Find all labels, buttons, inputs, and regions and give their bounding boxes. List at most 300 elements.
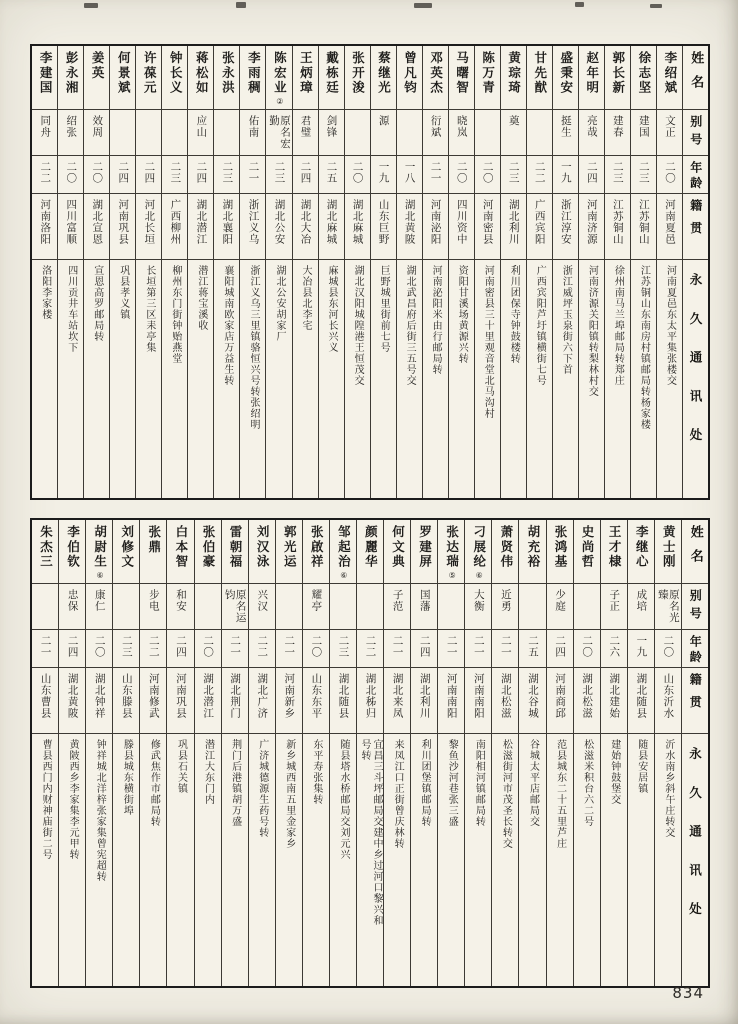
entry-column: [464, 520, 491, 986]
origin-cell: [423, 194, 448, 260]
address-text: 谷城太平店邮局交: [527, 739, 539, 827]
name-wrap: [375, 51, 392, 97]
name-wrap: [166, 51, 183, 97]
age-cell: [276, 630, 302, 668]
name-cell: [319, 46, 344, 110]
row-label-address: 永久通讯处: [688, 273, 704, 467]
alias-cell: [303, 584, 329, 630]
age-cell: [553, 156, 578, 194]
entry-column: [57, 46, 83, 498]
person-name: 陈宏业: [272, 51, 288, 96]
name-wrap: [192, 51, 209, 97]
name-cell: [357, 520, 383, 584]
address-cell: [519, 734, 545, 986]
origin-text: 山东巨野: [377, 199, 390, 245]
age-text: 二二: [533, 161, 546, 184]
origin-cell: [136, 194, 161, 260]
age-cell: [605, 156, 630, 194]
age-text: 二〇: [310, 635, 323, 658]
entry-column: [166, 520, 193, 986]
age-cell: [628, 630, 654, 668]
address-text: 潜江大东门内: [202, 739, 214, 805]
origin-cell: [249, 668, 275, 734]
alias-text: 挺生: [559, 115, 572, 138]
origin-cell: [110, 194, 135, 260]
entry-column: [58, 520, 85, 986]
entry-column: [491, 520, 518, 986]
origin-text: 湖北利川: [418, 673, 431, 719]
age-cell: [411, 630, 437, 668]
origin-cell: [574, 668, 600, 734]
origin-cell: [222, 668, 248, 734]
name-cell: [32, 520, 58, 584]
alias-cell: [86, 584, 112, 630]
person-name: 张永洪: [220, 51, 236, 96]
origin-cell: [214, 194, 239, 260]
alias-text: 原名运钧: [223, 589, 247, 624]
person-name: 戴栋廷: [324, 51, 340, 96]
name-wrap: [401, 51, 418, 97]
name-cell: [330, 520, 356, 584]
address-cell: [59, 734, 85, 986]
person-name: 朱杰三: [38, 525, 54, 570]
address-cell: [167, 734, 193, 986]
origin-text: 湖北荆门: [229, 673, 242, 719]
origin-cell: [465, 668, 491, 734]
age-text: 二〇: [202, 635, 215, 658]
person-name: 徐志坚: [636, 51, 652, 96]
address-cell: [293, 260, 318, 498]
address-text: 巩县石关镇: [175, 739, 187, 794]
age-cell: [357, 630, 383, 668]
entry-column: [578, 46, 604, 498]
scan-artifact: [575, 2, 584, 7]
address-cell: [162, 260, 187, 498]
address-text: 钟祥城北洋梓张家集曾宪超转: [94, 739, 106, 882]
age-text: 二五: [527, 635, 539, 658]
entry-column: [630, 46, 656, 498]
row-label-column: [681, 520, 708, 986]
person-name: 李建国: [38, 51, 54, 96]
name-wrap: [551, 525, 568, 571]
alias-cell: [553, 110, 578, 156]
entry-note: ⑥: [95, 571, 105, 581]
origin-text: 河南修武: [147, 673, 160, 719]
origin-cell: [527, 194, 552, 260]
address-text: 松滋米积台六二号: [581, 739, 593, 827]
origin-text: 广西柳州: [169, 199, 182, 245]
name-wrap: [140, 51, 157, 97]
age-text: 二一: [499, 635, 512, 658]
address-text: 巩县孝义镇: [117, 265, 129, 320]
entry-column: [248, 520, 275, 986]
person-name: 黄琮琦: [506, 51, 522, 96]
address-cell: [527, 260, 552, 498]
address-text: 四川贡井车站坎下: [65, 265, 77, 353]
address-cell: [657, 260, 682, 498]
age-cell: [214, 156, 239, 194]
alias-cell: [214, 110, 239, 156]
name-wrap: [531, 51, 548, 97]
entry-note: ②: [275, 97, 285, 107]
address-cell: [438, 734, 464, 986]
origin-cell: [579, 194, 604, 260]
age-cell: [58, 156, 83, 194]
row-label-cell: [683, 260, 708, 498]
origin-text: 河南商邱: [554, 673, 567, 719]
alias-cell: [657, 110, 682, 156]
entry-column: [552, 46, 578, 498]
row-label-name: 姓名: [687, 525, 703, 574]
person-name: 曾凡钧: [402, 51, 418, 96]
address-text: 河南济源关阳镇转梨林村交: [586, 265, 598, 397]
person-name: 李雨稠: [246, 51, 262, 96]
origin-cell: [276, 668, 302, 734]
alias-cell: [330, 584, 356, 630]
row-label-cell: [682, 734, 708, 986]
address-text: 东平寿张集转: [310, 739, 322, 805]
alias-text: 成培: [635, 589, 648, 612]
alias-text: 少庭: [554, 589, 567, 612]
origin-cell: [357, 668, 383, 734]
name-cell: [492, 520, 518, 584]
person-name: 何文典: [390, 525, 406, 570]
address-cell: [579, 260, 604, 498]
name-wrap: [323, 51, 340, 97]
origin-cell: [140, 668, 166, 734]
origin-text: 河南泌阳: [429, 199, 442, 245]
alias-cell: [655, 584, 681, 630]
person-name: 胡尉生: [92, 525, 108, 570]
entry-column: [302, 520, 329, 986]
person-name: 张啟祥: [309, 525, 325, 570]
alias-text: 奠: [507, 115, 520, 127]
entry-column: [32, 46, 57, 498]
alias-cell: [384, 584, 410, 630]
person-name: 张伯豪: [200, 525, 216, 570]
row-label-age: 年龄: [688, 635, 703, 667]
address-text: 利川团保寺钟鼓楼转: [508, 265, 520, 364]
address-cell: [449, 260, 474, 498]
name-cell: [195, 520, 221, 584]
alias-cell: [601, 584, 627, 630]
age-cell: [492, 630, 518, 668]
person-name: 王炳璋: [298, 51, 314, 96]
origin-text: 湖北大冶: [299, 199, 312, 245]
person-name: 彭永湘: [64, 51, 80, 96]
origin-text: 湖北黄陂: [66, 673, 79, 719]
name-wrap: [62, 51, 79, 97]
age-text: 一九: [559, 161, 572, 184]
alias-text: 子正: [608, 589, 621, 612]
entry-column: [187, 46, 213, 498]
age-text: 二一: [229, 635, 242, 658]
alias-cell: [222, 584, 248, 630]
name-cell: [240, 46, 265, 110]
address-text: 徐州南马兰埠邮局转郑庄: [612, 265, 624, 386]
address-cell: [113, 734, 139, 986]
name-cell: [465, 520, 491, 584]
alias-text: 耀亭: [310, 589, 323, 612]
alias-text: 兴汉: [256, 589, 269, 612]
age-cell: [136, 156, 161, 194]
address-cell: [475, 260, 500, 498]
origin-text: 湖北宣恩: [91, 199, 104, 245]
age-text: 二二: [39, 161, 52, 184]
address-text: 广西宾阳芦圩镇横街七号: [534, 265, 546, 386]
alias-text: 应山: [195, 115, 208, 138]
address-cell: [330, 734, 356, 986]
address-cell: [319, 260, 344, 498]
age-text: 一八: [403, 161, 416, 184]
address-text: 黎鱼沙河巷张三盛: [446, 739, 458, 827]
address-cell: [266, 260, 291, 498]
age-text: 二〇: [663, 161, 676, 184]
alias-text: 忠保: [66, 589, 79, 612]
origin-cell: [330, 668, 356, 734]
origin-text: 湖北钟祥: [93, 673, 106, 719]
origin-text: 山东滕县: [120, 673, 133, 719]
age-text: 二四: [585, 161, 598, 184]
name-wrap: [226, 525, 243, 571]
origin-text: 湖北谷城: [527, 673, 539, 719]
directory-table-top: [30, 44, 710, 500]
age-text: 二〇: [351, 161, 364, 184]
name-cell: [276, 520, 302, 584]
address-cell: [240, 260, 265, 498]
row-label-name: 姓名: [688, 51, 704, 100]
origin-text: 四川富顺: [65, 199, 78, 245]
scan-artifact: [84, 3, 98, 8]
alias-text: 同舟: [39, 115, 52, 138]
name-cell: [411, 520, 437, 584]
name-wrap: [453, 51, 470, 97]
row-label-cell: [682, 668, 708, 734]
name-cell: [113, 520, 139, 584]
age-cell: [631, 156, 656, 194]
alias-cell: [110, 110, 135, 156]
name-cell: [266, 46, 291, 110]
alias-cell: [574, 584, 600, 630]
name-wrap: [524, 525, 541, 571]
address-cell: [345, 260, 370, 498]
alias-cell: [58, 110, 83, 156]
address-text: 荆门后港镇胡万盛: [229, 739, 241, 827]
origin-text: 湖北广济: [256, 673, 269, 719]
address-cell: [86, 734, 112, 986]
age-cell: [188, 156, 213, 194]
entry-column: [604, 46, 630, 498]
age-cell: [657, 156, 682, 194]
age-cell: [601, 630, 627, 668]
entry-column: [329, 520, 356, 986]
entry-note: ⑥: [339, 571, 349, 581]
person-name: 陈万青: [480, 51, 496, 96]
address-text: 利川团堡镇邮局转: [419, 739, 431, 827]
alias-cell: [293, 110, 318, 156]
name-wrap: [362, 525, 379, 571]
age-cell: [319, 156, 344, 194]
name-wrap: [145, 525, 162, 557]
origin-cell: [657, 194, 682, 260]
entry-column: [213, 46, 239, 498]
address-text: 河南夏邑东太平集张楼交: [664, 265, 676, 386]
directory-table-bottom: [30, 518, 710, 988]
alias-text: 建国: [637, 115, 650, 138]
age-cell: [266, 156, 291, 194]
name-wrap: [497, 525, 514, 571]
entry-note: ⑤: [447, 571, 457, 581]
person-name: 邹起治: [336, 525, 352, 570]
age-text: 二一: [39, 635, 52, 658]
age-text: 二四: [174, 635, 187, 658]
name-cell: [475, 46, 500, 110]
address-cell: [631, 260, 656, 498]
entry-column: [518, 520, 545, 986]
origin-text: 湖北麻城: [351, 199, 364, 245]
origin-cell: [601, 668, 627, 734]
name-cell: [384, 520, 410, 584]
address-cell: [249, 734, 275, 986]
alias-cell: [32, 584, 58, 630]
name-wrap: [427, 51, 444, 97]
origin-cell: [553, 194, 578, 260]
alias-cell: [59, 584, 85, 630]
row-label-column: [682, 46, 708, 498]
scan-artifact: [236, 2, 246, 8]
age-cell: [330, 630, 356, 668]
origin-text: 湖北秭归: [364, 673, 377, 719]
name-cell: [397, 46, 422, 110]
alias-text: 国藩: [418, 589, 431, 612]
alias-cell: [357, 584, 383, 630]
alias-cell: [411, 584, 437, 630]
entry-column: [194, 520, 221, 986]
entry-column: [448, 46, 474, 498]
age-cell: [501, 156, 526, 194]
alias-cell: [397, 110, 422, 156]
origin-cell: [86, 668, 112, 734]
person-name: 刘修文: [119, 525, 135, 570]
origin-text: 河南巩县: [117, 199, 130, 245]
alias-text: 大衡: [472, 589, 485, 612]
name-cell: [628, 520, 654, 584]
entry-column: [396, 46, 422, 498]
row-label-cell: [683, 110, 708, 156]
age-cell: [345, 156, 370, 194]
age-text: 二〇: [662, 635, 675, 658]
origin-text: 江苏铜山: [611, 199, 624, 245]
person-name: 许葆元: [142, 51, 158, 96]
entry-column: [573, 520, 600, 986]
alias-cell: [84, 110, 109, 156]
age-cell: [384, 630, 410, 668]
age-text: 一九: [635, 635, 648, 658]
age-cell: [110, 156, 135, 194]
age-text: 二一: [445, 635, 458, 658]
origin-cell: [547, 668, 573, 734]
row-label-cell: [682, 630, 708, 668]
alias-cell: [249, 584, 275, 630]
age-text: 二三: [611, 161, 624, 184]
origin-text: 湖北襄阳: [221, 199, 234, 245]
age-cell: [195, 630, 221, 668]
alias-cell: [519, 584, 545, 630]
name-cell: [345, 46, 370, 110]
address-text: 湖北公安胡家厂: [273, 265, 285, 342]
name-wrap: [661, 51, 678, 97]
name-wrap: [36, 51, 53, 97]
name-wrap: [635, 51, 652, 97]
entry-column: [356, 520, 383, 986]
entry-column: [292, 46, 318, 498]
origin-text: 河南新乡: [283, 673, 296, 719]
origin-text: 河南密县: [481, 199, 494, 245]
name-wrap: [443, 525, 460, 580]
name-cell: [214, 46, 239, 110]
address-text: 松滋街河市茂圣长转交: [500, 739, 512, 849]
entry-column: [546, 520, 573, 986]
address-cell: [605, 260, 630, 498]
origin-cell: [84, 194, 109, 260]
person-name: 姜英: [90, 51, 106, 81]
name-wrap: [578, 525, 595, 571]
origin-cell: [188, 194, 213, 260]
name-cell: [547, 520, 573, 584]
name-wrap: [118, 525, 135, 571]
address-text: 范县城东二十五里芦庄: [554, 739, 566, 849]
entry-column: [526, 46, 552, 498]
name-cell: [86, 520, 112, 584]
age-text: 二四: [299, 161, 312, 184]
age-text: 二〇: [93, 635, 106, 658]
address-cell: [423, 260, 448, 498]
age-text: 二〇: [455, 161, 468, 184]
alias-cell: [628, 584, 654, 630]
address-cell: [574, 734, 600, 986]
person-name: 甘先猷: [532, 51, 548, 96]
entry-column: [85, 520, 112, 986]
address-text: 麻城县东河长兴义: [326, 265, 338, 353]
origin-text: 湖北麻城: [325, 199, 338, 245]
origin-text: 河南南阳: [472, 673, 485, 719]
address-cell: [188, 260, 213, 498]
origin-text: 广西宾阳: [533, 199, 546, 245]
origin-text: 湖北建始: [608, 673, 621, 719]
alias-text: 步电: [147, 589, 160, 612]
name-cell: [605, 46, 630, 110]
alias-text: 和安: [174, 589, 187, 612]
address-text: 滕县城东横街埠: [121, 739, 133, 816]
name-wrap: [64, 525, 81, 571]
person-name: 郭长新: [610, 51, 626, 96]
origin-cell: [240, 194, 265, 260]
name-cell: [249, 520, 275, 584]
address-text: 浙江威坪玉泉街六下首: [560, 265, 572, 375]
alias-cell: [465, 584, 491, 630]
age-cell: [162, 156, 187, 194]
alias-cell: [438, 584, 464, 630]
name-cell: [136, 46, 161, 110]
age-cell: [449, 156, 474, 194]
alias-text: 建春: [611, 115, 624, 138]
address-cell: [32, 260, 57, 498]
address-text: 修武焦作市邮局转: [148, 739, 160, 827]
address-text: 浙江义乌三里镇骆恒兴号转张绍明: [247, 265, 259, 430]
address-cell: [501, 260, 526, 498]
name-wrap: [245, 51, 262, 97]
page-number: 834: [672, 984, 704, 1002]
